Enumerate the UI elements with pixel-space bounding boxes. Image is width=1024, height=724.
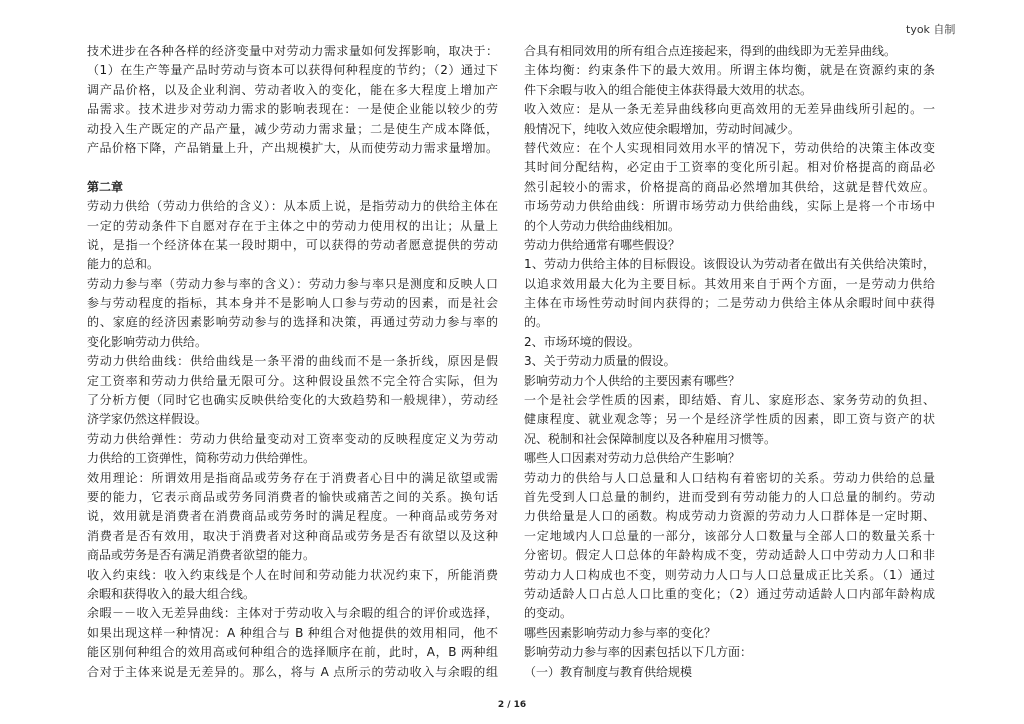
text-line: 合对于主体来说是无差异的。那么，将与 A 点所示的劳动收入与余暇的组 <box>87 664 498 679</box>
text-line: 能力的总和。 <box>87 257 160 272</box>
text-line: 主体在市场性劳动时间内获得的；二是劳动力供给主体从余暇时间中获得 <box>524 296 935 311</box>
paragraph-indifference-curve-continued <box>524 42 935 61</box>
text-line: 劳动适龄人口占总人口比重的变化；（2）通过劳动适龄人口内部年龄构成 <box>524 586 935 601</box>
paragraph-market-supply-curve <box>524 197 935 236</box>
text-line: 劳动力供给（劳动力供给的含义）：从本质上说，是指劳动力的供给主体在 <box>87 199 498 214</box>
text-line: 余暇－－收入无差异曲线：主体对于劳动收入与余暇的组合的评价或选择， <box>87 606 498 621</box>
text-line: （一）教育制度与教育供给规模 <box>524 664 693 679</box>
text-line: 一定的劳动条件下自愿对存在于主体之中的劳动力使用权的出让；从量上 <box>87 218 498 233</box>
text-line: 市场劳动力供给曲线：所谓市场劳动力供给曲线，实际上是将一个市场中 <box>524 199 935 214</box>
question-supply-assumptions <box>524 236 935 255</box>
text-line: 效用理论：所谓效用是指商品或劳务存在于消费者心目中的满足欲望或需 <box>87 470 498 485</box>
question-participation-factors <box>524 624 935 643</box>
text-line: 如果出现这样一种情况：A 种组合与 B 种组合对他提供的效用相同，他不 <box>87 625 498 640</box>
text-line: 品需求。技术进步对劳动力需求的影响表现在：一是使企业能以较少的劳 <box>87 102 498 117</box>
text-line: 3、关于劳动力质量的假设。 <box>524 354 676 369</box>
page-number: 2 / 16 <box>497 700 527 710</box>
text-line: 产品价格下降，产品销量上升，产出规模扩大，从而使劳动力需求量增加。 <box>87 140 498 155</box>
text-line: 收入约束线：收入约束线是个人在时间和劳动能力状况约束下，所能消费 <box>87 567 498 582</box>
text-line: 劳动力人口构成也不变，则劳动力人口与人口总量成正比关系。（1）通过 <box>524 567 935 582</box>
section-spacer <box>87 158 498 177</box>
right-column <box>524 42 935 682</box>
question-individual-supply-factors <box>524 372 935 391</box>
paragraph-indifference-curve <box>87 604 498 682</box>
text-line: 主体均衡：约束条件下的最大效用。所谓主体均衡，就是在资源约束的条 <box>524 63 935 78</box>
text-line: 的、家庭的经济因素影响劳动参与的选择和决策，再通过劳动力参与率的 <box>87 315 498 330</box>
list-item-assumption-1 <box>524 255 935 333</box>
text-line: 的变动。 <box>524 606 573 621</box>
question-population-factors <box>524 449 935 468</box>
left-column <box>87 42 498 682</box>
text-line: 哪些人口因素对劳动力总供给产生影响？ <box>524 451 741 466</box>
paragraph-utility-theory <box>87 469 498 566</box>
text-line: 动投入生产既定的产品产量，减少劳动力需求量；二是使生产成本降低， <box>87 121 498 136</box>
text-line: 要的能力，它表示商品或劳务同消费者的愉快或痛苦之间的关系。换句话 <box>87 489 498 504</box>
text-line: 其时间分配结构，必定由于工资率的变化所引起。相对价格提高的商品必 <box>524 160 935 175</box>
text-line: 的。 <box>524 315 549 330</box>
text-line: 调产品价格，以及企业利润、劳动者收入的变化，能在多大程度上增加产 <box>87 82 498 97</box>
text-line: 变化影响劳动力供给。 <box>87 334 208 349</box>
paragraph-subject-equilibrium <box>524 61 935 100</box>
text-line: 劳动力的供给与人口总量和人口结构有着密切的关系。劳动力供给的总量 <box>524 470 935 485</box>
paragraph-individual-supply-factors <box>524 391 935 449</box>
text-line: 余暇和获得收入的最大组合线。 <box>87 586 256 601</box>
text-line: 济学家仍然这样假设。 <box>87 412 208 427</box>
text-line: （1）在生产等量产品时劳动与资本可以获得何种程度的节约；（2）通过下 <box>87 63 498 78</box>
header-watermark: tyok 自制 <box>906 23 956 36</box>
text-line: 力供给的工资弹性，简称劳动力供给弹性。 <box>87 451 316 466</box>
text-line: 商品或劳务是否有满足消费者欲望的能力。 <box>87 548 316 563</box>
list-item-education <box>524 663 935 682</box>
text-line: 况、税制和社会保障制度以及各种雇用习惯等。 <box>524 431 777 446</box>
text-line: 影响劳动力参与率的因素包括以下几方面： <box>524 645 753 660</box>
text-line: 说，是指一个经济体在某一段时期中，可以获得的劳动者愿意提供的劳动 <box>87 237 498 252</box>
list-item-assumption-3 <box>524 352 935 371</box>
paragraph-income-effect <box>524 100 935 139</box>
text-line: 的个人劳动力供给曲线相加。 <box>524 218 681 233</box>
paragraph-participation-rate <box>87 275 498 353</box>
paragraph-population-factors <box>524 469 935 624</box>
text-line: 首先受到人口总量的制约，进而受到有劳动能力的人口总量的制约。劳动 <box>524 489 935 504</box>
text-line: 消费者是否有效用，取决于消费者对这种商品或劳务是否有欲望以及这种 <box>87 528 498 543</box>
paragraph-income-constraint <box>87 566 498 605</box>
text-line: 参与劳动程度的指标，其本身并不是影响人口参与劳动的因素，而是社会 <box>87 296 498 311</box>
text-line: 2、市场环境的假设。 <box>524 334 640 349</box>
text-line: 定工资率和劳动力供给量无限可分。这种假设虽然不完全符合实际，但为 <box>87 373 498 388</box>
text-line: 哪些因素影响劳动力参与率的变化？ <box>524 625 717 640</box>
paragraph-substitution-effect <box>524 139 935 197</box>
list-item-assumption-2 <box>524 333 935 352</box>
paragraph-supply-curve <box>87 352 498 430</box>
paragraph-supply-elasticity <box>87 430 498 469</box>
text-line: 健康程度、就业观念等；另一个是经济学性质的因素，即工资与资产的状 <box>524 412 935 427</box>
text-line: 替代效应：在个人实现相同效用水平的情况下，劳动供给的决策主体改变 <box>524 140 935 155</box>
text-line: 说，效用就是消费者在消费商品或劳务时的满足程度。一种商品或劳务对 <box>87 509 498 524</box>
text-line: 力供给量是人口的函数。构成劳动力资源的劳动力人口群体是一定时期、 <box>524 509 935 524</box>
text-line: 了分析方便（同时它也确实反映供给变化的大致趋势和一般规律），劳动经 <box>87 393 498 408</box>
text-line: 一定地域内人口总量的一部分，该部分人口数量与全部人口的数量关系十 <box>524 528 935 543</box>
paragraph-participation-factors-intro <box>524 643 935 662</box>
text-line: 1、劳动力供给主体的目标假设。该假设认为劳动者在做出有关供给决策时， <box>524 257 935 272</box>
paragraph-technology-effect <box>87 42 498 158</box>
text-line: 般情况下，纯收入效应使余暇增加，劳动时间减少。 <box>524 121 801 136</box>
text-line: 劳动力供给弹性：劳动力供给量变动对工资率变动的反映程度定义为劳动 <box>87 431 498 446</box>
text-line: 件下余暇与收入的组合能使主体获得最大效用的状态。 <box>524 82 813 97</box>
paragraph-labor-supply-definition <box>87 197 498 275</box>
chapter-heading: 第二章 <box>87 179 124 194</box>
text-line: 合具有相同效用的所有组合点连接起来，得到的曲线即为无差异曲线。 <box>524 44 897 58</box>
text-line: 然引起较小的需求，价格提高的商品必然增加其供给，这就是替代效应。 <box>524 179 935 194</box>
text-line: 劳动力供给通常有哪些假设？ <box>524 237 681 252</box>
text-line: 一个是社会学性质的因素，即结婚、育儿、家庭形态、家务劳动的负担、 <box>524 393 935 408</box>
text-line: 能区别何种组合的效用高或何种组合的选择顺序在前，此时，A，B 两种组 <box>87 645 498 660</box>
text-line: 影响劳动力个人供给的主要因素有哪些？ <box>524 373 741 388</box>
text-line: 分密切。假定人口总体的年龄构成不变，劳动适龄人口中劳动力人口和非 <box>524 548 935 563</box>
text-line: 劳动力参与率（劳动力参与率的含义）：劳动力参与率只是测度和反映人口 <box>87 276 498 291</box>
text-line: 劳动力供给曲线：供给曲线是一条平滑的曲线而不是一条折线，原因是假 <box>87 354 498 369</box>
text-line: 技术进步在各种各样的经济变量中对劳动力需求量如何发挥影响，取决于： <box>87 44 498 58</box>
text-line: 以追求效用最大化为主要目标。其效用来自于两个方面，一是劳动力供给 <box>524 276 935 291</box>
text-line: 收入效应：是从一条无差异曲线移向更高效用的无差异曲线所引起的。一 <box>524 102 935 117</box>
